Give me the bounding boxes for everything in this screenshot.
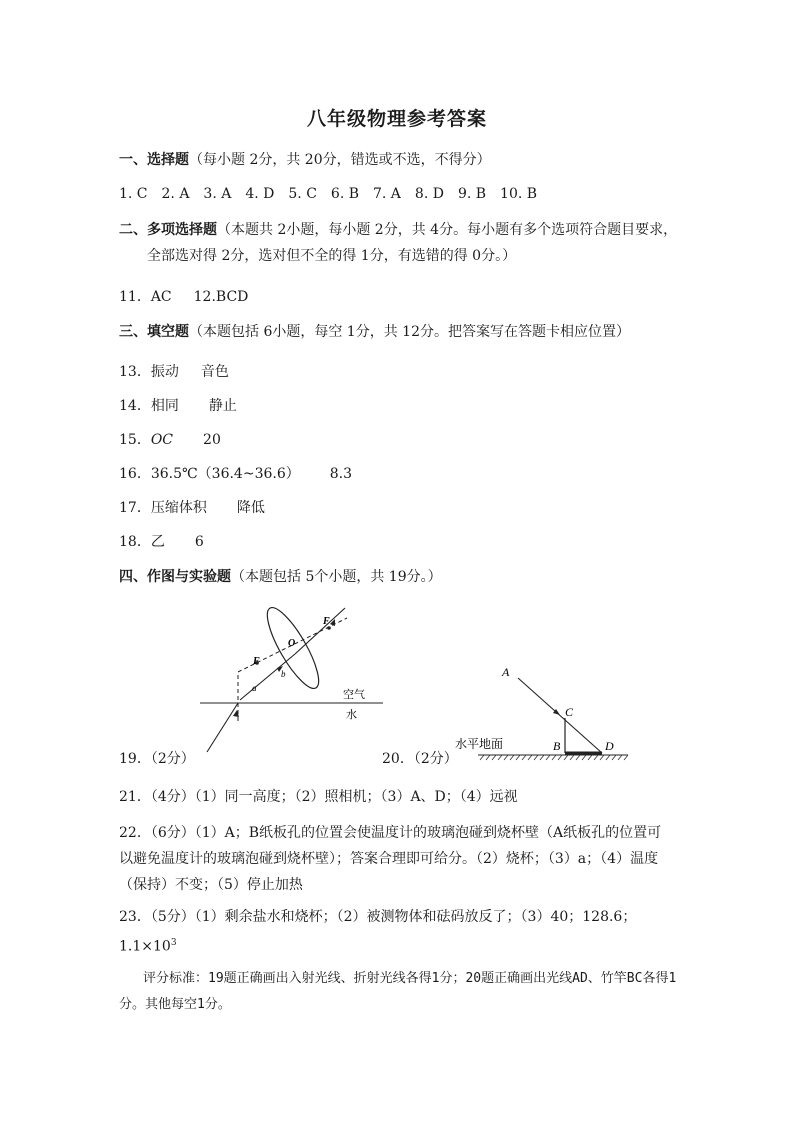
label-b: b bbox=[281, 669, 286, 679]
answer-22-line-1: 22．（6分）（1）A；B纸板孔的位置会使温度计的玻璃泡碰到烧杯壁（A纸板孔的位置可 bbox=[119, 825, 662, 841]
answer-22-line-2: 以避免温度计的玻璃泡碰到烧杯壁）；答案合理即可给分。（2）烧杯；（3）a；（4）温度 bbox=[119, 851, 659, 867]
section-1-title: 一、选择题 bbox=[119, 152, 189, 168]
incident-ray-water bbox=[207, 703, 238, 752]
answer-23-line-2 bbox=[119, 930, 675, 960]
label-F-top: F bbox=[323, 616, 330, 627]
section-2-desc-cont: 全部选对得 2分，选对但不全的得 1分，有选错的得 0分。） bbox=[147, 248, 517, 264]
section-4-heading bbox=[119, 567, 442, 587]
label-O: O bbox=[288, 638, 296, 649]
answer-blank-2: 8.3 bbox=[329, 466, 353, 482]
label-F-bottom: F bbox=[253, 656, 260, 667]
answer-blank-1: OC bbox=[150, 432, 174, 448]
section-1-answers: 1. C 2. A 3. A 4. D 5. C 6. B 7. A 8. D 9. B 10. B bbox=[119, 186, 538, 202]
label-ground: 水平地面 bbox=[455, 737, 504, 751]
answer-17 bbox=[119, 498, 265, 518]
section-4-desc: （本题包括 5个小题，共 19分。） bbox=[231, 569, 442, 585]
answer-blank-2: 静止 bbox=[208, 398, 237, 414]
answer-blank-1: 压缩体积 bbox=[150, 500, 207, 516]
section-1-desc: （每小题 2分，共 20分，错选或不选，不得分） bbox=[189, 152, 491, 168]
section-2-heading bbox=[119, 220, 677, 240]
section-3-desc: （本题包括 6小题，每空 1分，共 12分。把答案写在答题卡相应位置） bbox=[189, 324, 630, 340]
label-water: 水 bbox=[346, 709, 357, 721]
section-3-title: 三、填空题 bbox=[119, 324, 189, 340]
answer-22 bbox=[119, 820, 675, 898]
answer-13 bbox=[119, 362, 229, 382]
question-number: 16． bbox=[119, 466, 151, 482]
scoring-note: 评分标准：19题正确画出入射光线、折射光线各得1分；20题正确画出光线AD、竹竿BC各得1分。其他每空1分。 bbox=[119, 971, 677, 1012]
label-D: D bbox=[605, 739, 614, 753]
question-20-label: 20．（2分） bbox=[382, 751, 458, 767]
question-19-label: 19．（2分） bbox=[119, 751, 195, 767]
answer-15 bbox=[119, 430, 221, 450]
answer-blank-1: 36.5℃（36.4~36.6） bbox=[150, 466, 300, 482]
answer-14 bbox=[119, 396, 237, 416]
answer-blank-1: 乙 bbox=[150, 534, 165, 550]
density-value: 1.1×10 bbox=[119, 938, 171, 955]
ground-hatching bbox=[480, 755, 628, 760]
answer-blank-2: 音色 bbox=[200, 364, 229, 380]
refracted-out-ray bbox=[295, 608, 345, 654]
section-2-desc: （本题共 2小题，每小题 2分，共 4分。每小题有多个选项符合题目要求， bbox=[217, 222, 678, 238]
answer-blank-1: 相同 bbox=[150, 398, 179, 414]
answer-blank-2: 6 bbox=[194, 534, 204, 550]
figure-20-shadow bbox=[450, 660, 640, 770]
label-A: A bbox=[502, 665, 510, 679]
label-C: C bbox=[565, 705, 574, 719]
answer-23 bbox=[119, 904, 675, 960]
answer-blank-2: 20 bbox=[203, 432, 221, 448]
answer-12: 12.BCD bbox=[193, 289, 249, 305]
figure-19-lens-refraction bbox=[195, 600, 395, 760]
density-exponent: 3 bbox=[170, 938, 177, 948]
answer-blank-2: 降低 bbox=[236, 500, 265, 516]
answer-16 bbox=[119, 464, 352, 484]
label-air: 空气 bbox=[343, 689, 365, 701]
label-B: B bbox=[553, 739, 561, 753]
label-a: a bbox=[252, 683, 257, 693]
answer-18 bbox=[119, 532, 204, 552]
page-title: 八年级物理参考答案 bbox=[306, 108, 487, 130]
question-number: 15． bbox=[119, 432, 151, 448]
question-number: 17． bbox=[119, 500, 151, 516]
answer-23-line-1: 23．（5分）（1）剩余盐水和烧杯；（2）被测物体和砝码放反了；（3）40；128.6； bbox=[119, 909, 637, 925]
answers-11-12 bbox=[119, 287, 248, 307]
answer-21: 21．（4分）（1）同一高度；（2）照相机；（3）A、D；（4）远视 bbox=[119, 789, 518, 805]
section-4-title: 四、作图与实验题 bbox=[119, 569, 231, 585]
question-number: 13． bbox=[119, 364, 151, 380]
section-1-heading bbox=[119, 150, 491, 170]
question-number: 14． bbox=[119, 398, 151, 414]
section-2-title: 二、多项选择题 bbox=[119, 222, 217, 238]
ray-a-b bbox=[240, 654, 295, 700]
answer-11: 11．AC bbox=[119, 289, 172, 305]
question-number: 18． bbox=[119, 534, 151, 550]
answer-blank-1: 振动 bbox=[150, 364, 179, 380]
answer-22-line-3: （保持）不变；（5）停止加热 bbox=[119, 877, 303, 893]
section-3-heading bbox=[119, 322, 630, 342]
